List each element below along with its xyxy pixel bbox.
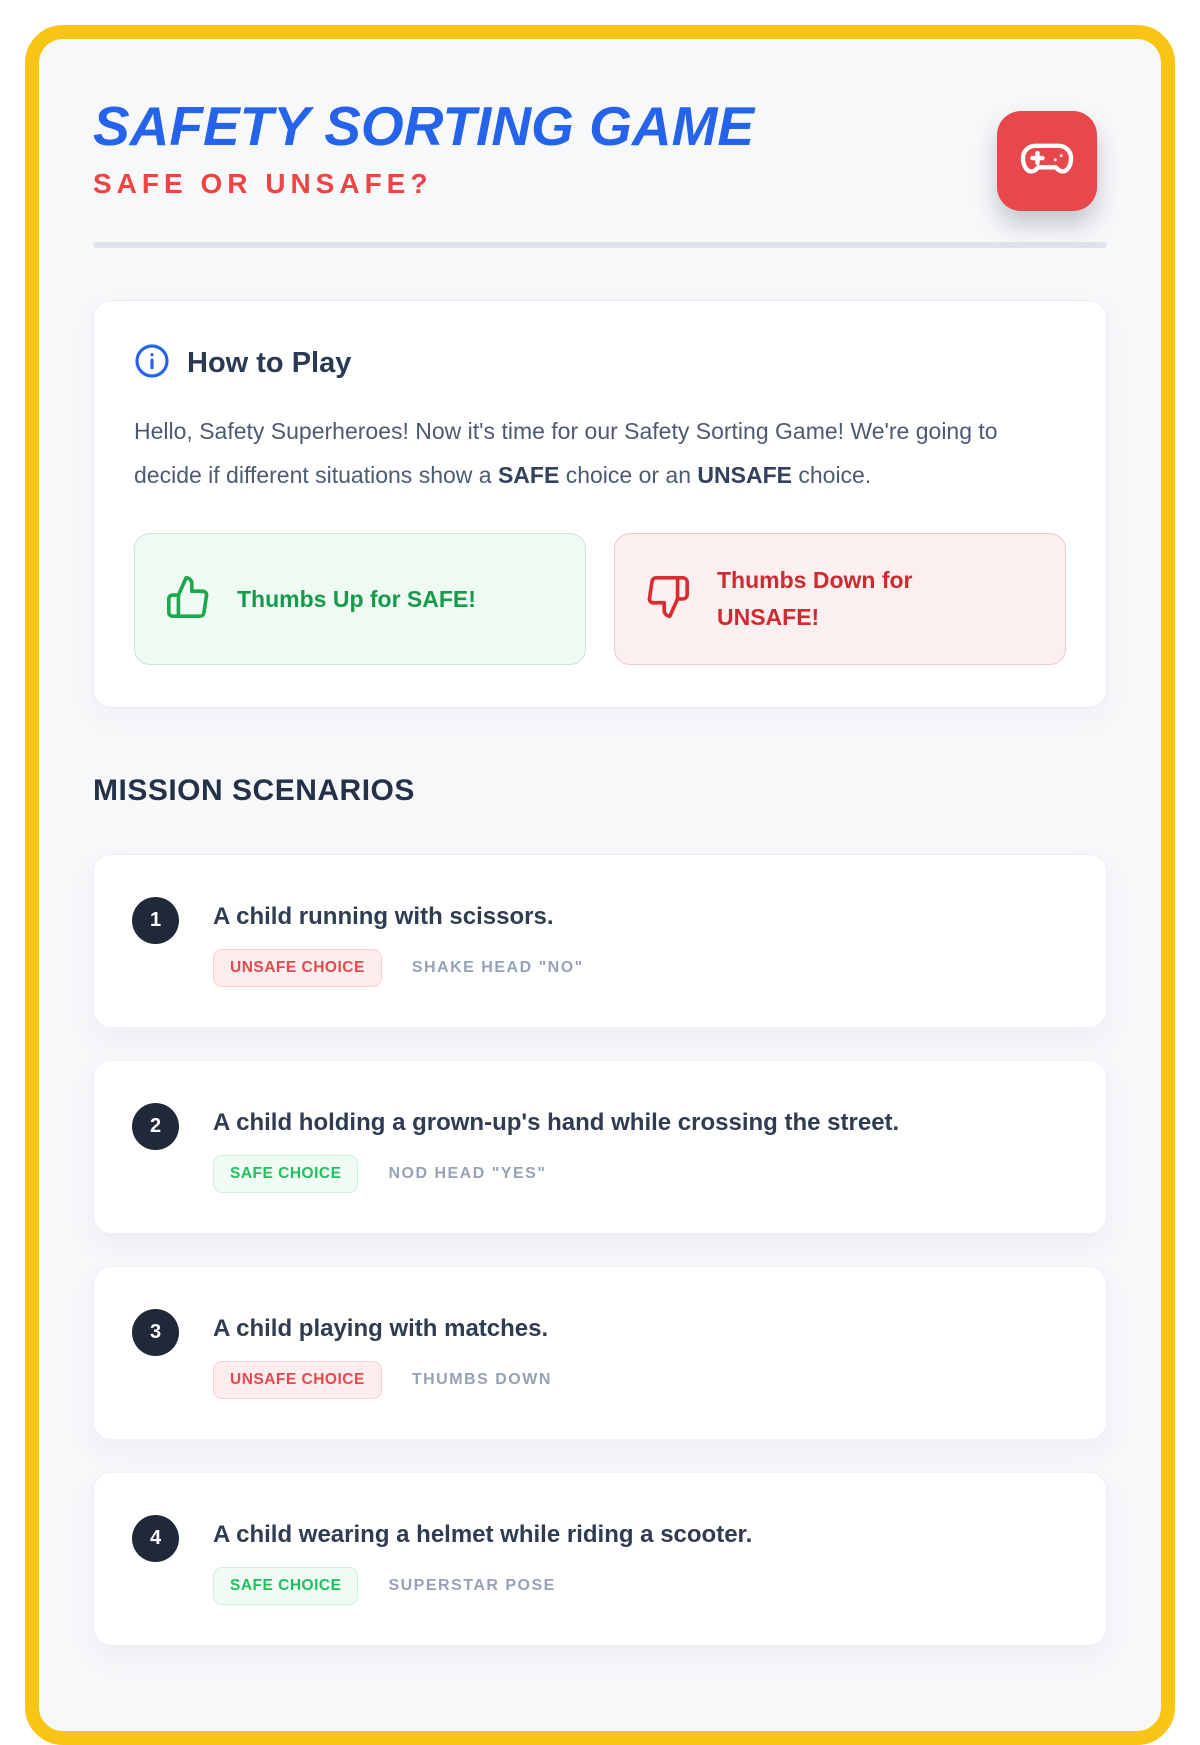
scenario-list — [93, 854, 1107, 1646]
how-to-play-card — [93, 300, 1107, 708]
scenario-meta — [213, 1155, 1068, 1193]
choice-badge: UNSAFE CHOICE — [213, 949, 382, 987]
mission-scenarios-heading: MISSION SCENARIOS — [93, 773, 415, 807]
how-to-play-header — [134, 343, 1066, 384]
info-icon — [134, 343, 170, 384]
choice-badge: SAFE CHOICE — [213, 1567, 358, 1605]
unsafe-legend-label: Thumbs Down for UNSAFE! — [717, 567, 913, 631]
action-label: THUMBS DOWN — [411, 1370, 552, 1388]
scenario-meta — [213, 1361, 1068, 1399]
scenario-number: 2 — [132, 1103, 179, 1150]
scenario-title: A child running with scissors. — [213, 902, 554, 930]
thumbs-up-icon — [165, 574, 211, 625]
app-badge — [997, 111, 1097, 211]
scenario-title: A child wearing a helmet while riding a scooter. — [213, 1520, 753, 1548]
page-subtitle: SAFE OR UNSAFE? — [93, 168, 433, 199]
scenario-number: 4 — [132, 1515, 179, 1562]
legend-row — [134, 533, 1066, 665]
safe-legend-label: Thumbs Up for SAFE! — [237, 585, 476, 612]
scenario-number: 3 — [132, 1309, 179, 1356]
instructions-text: Hello, Safety Superheroes! Now it's time for our Safety Sorting Game! We're going to decide if different situations show a SAFE choice or an UNSAFE choice. — [134, 418, 998, 488]
scenario-title: A child holding a grown-up's hand while crossing the street. — [213, 1108, 900, 1136]
scenario-card-4 — [93, 1472, 1107, 1646]
scenario-body — [213, 1307, 1068, 1399]
scenario-title: A child playing with matches. — [213, 1314, 549, 1342]
choice-badge: SAFE CHOICE — [213, 1155, 358, 1193]
scenario-body — [213, 895, 1068, 987]
scenario-card-1 — [93, 854, 1107, 1028]
thumbs-down-unsafe-box[interactable] — [614, 533, 1066, 665]
header-divider — [93, 242, 1107, 248]
scenario-meta — [213, 1567, 1068, 1605]
header — [93, 95, 1107, 248]
page-frame — [25, 25, 1175, 1745]
thumbs-up-safe-box[interactable] — [134, 533, 586, 665]
thumbs-down-icon — [645, 574, 691, 625]
scenario-number: 1 — [132, 897, 179, 944]
gamepad-icon — [1016, 128, 1078, 195]
scenario-body — [213, 1101, 1068, 1193]
scenario-card-2 — [93, 1060, 1107, 1234]
action-label: SHAKE HEAD "NO" — [411, 958, 584, 976]
safe-word: SAFE — [497, 461, 560, 488]
action-label: SUPERSTAR POSE — [388, 1576, 556, 1594]
page-title: SAFETY SORTING GAME — [93, 95, 755, 157]
how-to-play-heading: How to Play — [187, 347, 352, 379]
scenario-meta — [213, 949, 1068, 987]
unsafe-word: UNSAFE — [697, 461, 792, 488]
choice-badge: UNSAFE CHOICE — [213, 1361, 382, 1399]
page-content — [39, 39, 1161, 1646]
action-label: NOD HEAD "YES" — [388, 1164, 547, 1182]
scenario-body — [213, 1513, 1068, 1605]
scenario-card-3 — [93, 1266, 1107, 1440]
